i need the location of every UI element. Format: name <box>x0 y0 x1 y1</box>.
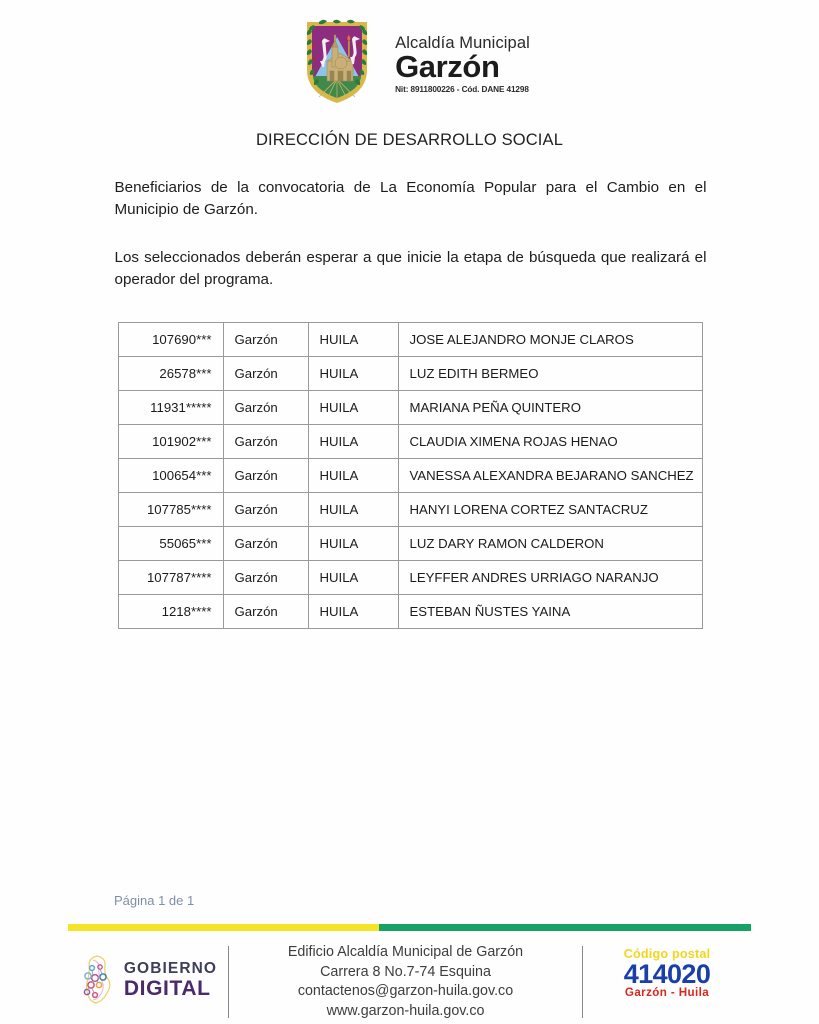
cell-municipio: Garzón <box>223 425 308 459</box>
cell-departamento: HUILA <box>308 357 398 391</box>
intro-paragraph-2: Los seleccionados deberán esperar a que inicie la etapa de búsqueda que realizará el operador del programa. <box>114 249 707 289</box>
footer-address-line-1: Edificio Alcaldía Municipal de Garzón <box>287 944 524 960</box>
cell-departamento: HUILA <box>308 561 398 595</box>
table-row <box>118 595 702 629</box>
document-footer <box>0 924 819 1024</box>
footer-address-line-2: Carrera 8 No.7-74 Esquina <box>320 963 491 980</box>
beneficiaries-table-wrapper <box>118 322 702 629</box>
table-row <box>118 459 702 493</box>
cell-nombre: LEYFFER ANDRES URRIAGO NARANJO <box>398 561 702 595</box>
cell-id: 107785**** <box>118 493 223 527</box>
gobierno-digital-wordmark <box>124 961 217 999</box>
cell-municipio: Garzón <box>223 459 308 493</box>
cell-id: 26578*** <box>118 357 223 391</box>
cell-nombre: HANYI LORENA CORTEZ SANTACRUZ <box>398 493 702 527</box>
cell-nombre: LUZ EDITH BERMEO <box>398 357 702 391</box>
gobierno-digital-logo-icon <box>79 954 217 1006</box>
cell-municipio: Garzón <box>223 595 308 629</box>
cell-departamento: HUILA <box>308 425 398 459</box>
brand-title: Garzón <box>395 49 500 85</box>
cell-id: 55065*** <box>118 527 223 561</box>
cell-municipio: Garzón <box>223 561 308 595</box>
brand-subtitle: Alcaldía Municipal <box>395 34 530 53</box>
gobierno-digital-word-2: DIGITAL <box>123 976 211 1000</box>
table-row <box>118 561 702 595</box>
cell-nombre: ESTEBAN ÑUSTES YAINA <box>398 595 702 629</box>
table-row <box>118 391 702 425</box>
postal-code-city: Garzón - Huila <box>624 986 710 1000</box>
table-row <box>118 323 702 357</box>
cell-municipio: Garzón <box>223 527 308 561</box>
footer-email[interactable]: contactenos@garzon-huila.gov.co <box>297 983 514 1000</box>
footer-website[interactable]: www.garzon-huila.gov.co <box>326 1003 485 1020</box>
gobierno-digital-word-1: GOBIERNO <box>123 960 218 978</box>
postal-code-label: Código postal <box>623 947 711 961</box>
cell-nombre: MARIANA PEÑA QUINTERO <box>398 391 702 425</box>
table-row <box>118 527 702 561</box>
letterhead <box>0 0 819 108</box>
cell-nombre: LUZ DARY RAMON CALDERON <box>398 527 702 561</box>
table-row <box>118 357 702 391</box>
page-number: Página 1 de 1 <box>114 893 195 908</box>
cell-municipio: Garzón <box>223 493 308 527</box>
cell-id: 11931***** <box>118 391 223 425</box>
cell-municipio: Garzón <box>223 323 308 357</box>
cell-nombre: VANESSA ALEXANDRA BEJARANO SANCHEZ <box>398 459 702 493</box>
cell-departamento: HUILA <box>308 493 398 527</box>
postal-code-badge <box>583 940 751 999</box>
cell-id: 1218**** <box>118 595 223 629</box>
cell-id: 101902*** <box>118 425 223 459</box>
beneficiaries-table <box>118 322 703 629</box>
brand-text-block <box>395 28 530 94</box>
cell-departamento: HUILA <box>308 391 398 425</box>
table-row <box>118 493 702 527</box>
cell-id: 107787**** <box>118 561 223 595</box>
footer-color-bar <box>68 924 751 931</box>
brand-nit-line: Nit: 8911800226 - Cód. DANE 41298 <box>395 84 529 94</box>
footer-body <box>68 940 751 1024</box>
cell-departamento: HUILA <box>308 595 398 629</box>
intro-paragraph-1: Beneficiarios de la convocatoria de La Economía Popular para el Cambio en el Municipio de Garzón. <box>114 179 707 219</box>
color-bar-yellow-segment <box>68 924 379 931</box>
cell-municipio: Garzón <box>223 357 308 391</box>
cell-departamento: HUILA <box>308 323 398 357</box>
intro-block <box>113 177 707 291</box>
color-bar-green-segment <box>379 924 751 931</box>
cell-id: 107690*** <box>118 323 223 357</box>
garzon-coat-of-arms-icon <box>289 15 385 107</box>
cell-municipio: Garzón <box>223 391 308 425</box>
cell-departamento: HUILA <box>308 459 398 493</box>
cell-id: 100654*** <box>118 459 223 493</box>
postal-code-value: 414020 <box>623 958 711 989</box>
page-title: DIRECCIÓN DE DESARROLLO SOCIAL <box>255 131 564 149</box>
table-row <box>118 425 702 459</box>
cell-departamento: HUILA <box>308 527 398 561</box>
cell-nombre: CLAUDIA XIMENA ROJAS HENAO <box>398 425 702 459</box>
cell-nombre: JOSE ALEJANDRO MONJE CLAROS <box>398 323 702 357</box>
footer-logo-column <box>68 940 228 1006</box>
footer-contact-column <box>229 940 582 1022</box>
